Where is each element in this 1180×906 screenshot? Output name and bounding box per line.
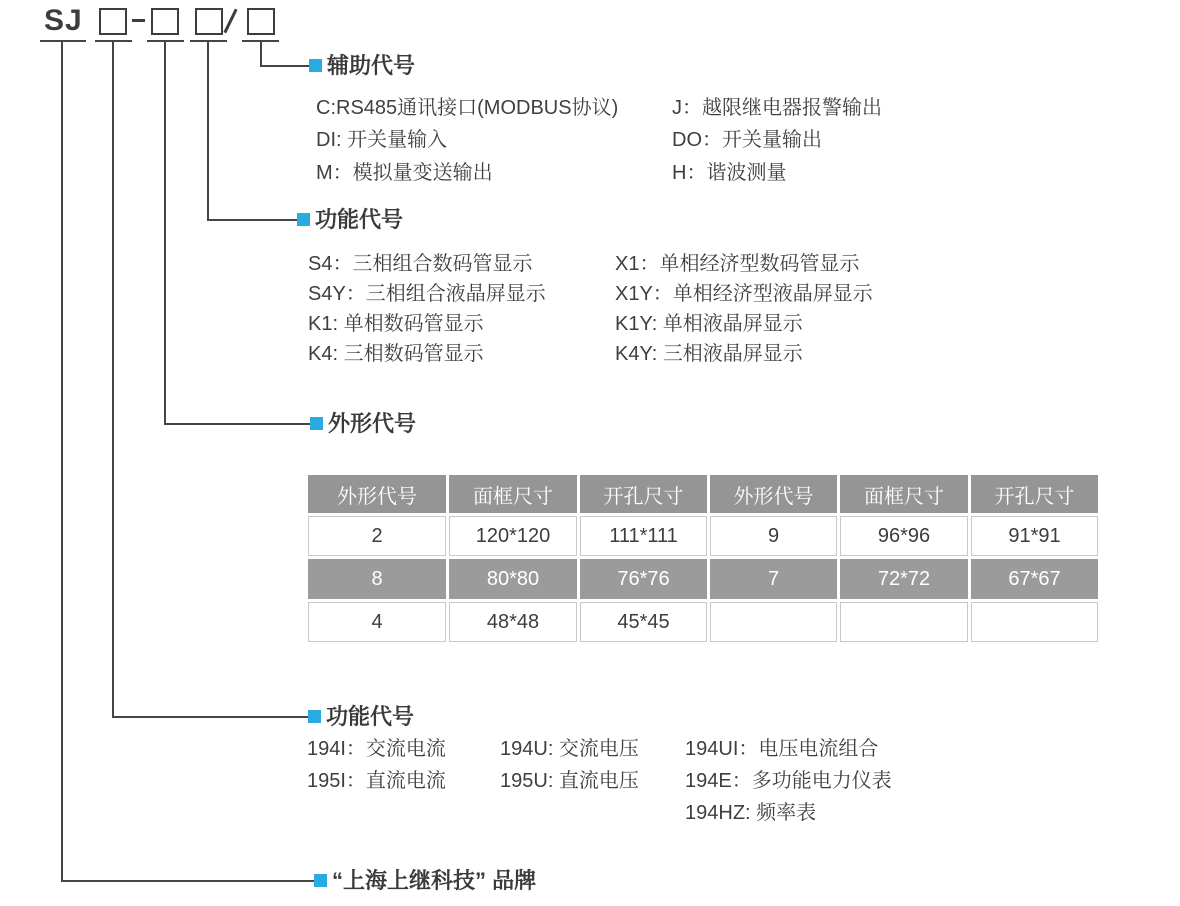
table-cell: 4 [308,602,446,642]
table-cell: 2 [308,516,446,556]
display-code-item: K1: 单相数码管显示 [308,313,484,335]
elbow-line-display [207,219,297,221]
table-cell: 67*67 [971,559,1098,599]
table-cell: 7 [710,559,837,599]
table-header-cell: 面框尺寸 [449,475,577,513]
model-code-box-3 [195,8,223,35]
function-code-item: 194U: 交流电压 [500,738,639,760]
drop-line-display [207,40,209,221]
function-code-item: 194E：多功能电力仪表 [685,770,892,792]
table-cell: 111*111 [580,516,707,556]
elbow-line-aux [260,65,309,67]
display-code-item: X1Y：单相经济型液晶屏显示 [615,283,873,305]
display-code-item: S4Y：三相组合液晶屏显示 [308,283,546,305]
table-cell: 45*45 [580,602,707,642]
display-code-item: K4: 三相数码管显示 [308,343,484,365]
table-cell: 76*76 [580,559,707,599]
slash-separator [223,9,237,34]
aux-section-title: 辅助代号 [327,53,416,78]
blue-square-icon [297,213,310,226]
model-code-box-1 [99,8,127,35]
table-header-cell: 开孔尺寸 [580,475,707,513]
table-cell: 120*120 [449,516,577,556]
aux-code-item: DO：开关量输出 [672,129,822,151]
table-cell: 80*80 [449,559,577,599]
drop-line-aux [260,40,262,67]
dash-separator [132,19,145,22]
shape-code-table [305,472,1101,645]
aux-code-item: J：越限继电器报警输出 [672,97,882,119]
tbar-line-1 [40,40,86,42]
table-header-cell: 外形代号 [308,475,446,513]
table-header-cell: 开孔尺寸 [971,475,1098,513]
table-row [308,602,1098,642]
aux-code-item: DI: 开关量输入 [316,129,448,151]
function-code-item: 194UI：电压电流组合 [685,738,879,760]
function-code-item: 194I：交流电流 [307,738,446,760]
table-cell: 91*91 [971,516,1098,556]
blue-square-icon [309,59,322,72]
function-code-item: 195U: 直流电压 [500,770,639,792]
table-row [308,516,1098,556]
display-code-item: X1：单相经济型数码管显示 [615,253,860,275]
elbow-line-shape [164,423,310,425]
elbow-line-brand [62,880,314,882]
table-cell [710,602,837,642]
model-code-prefix: SJ [44,4,83,37]
drop-line-shape [164,40,166,425]
function-code-item: 194HZ: 频率表 [685,802,817,824]
display-section-title: 功能代号 [315,207,404,232]
table-cell [840,602,968,642]
function-code-item: 195I：直流电流 [307,770,446,792]
aux-code-item: C:RS485通讯接口(MODBUS协议) [316,97,619,119]
table-header-cell: 面框尺寸 [840,475,968,513]
table-cell: 48*48 [449,602,577,642]
elbow-line-function [112,716,308,718]
table-row [308,559,1098,599]
model-code-box-4 [247,8,275,35]
display-code-item: S4：三相组合数码管显示 [308,253,533,275]
blue-square-icon [308,710,321,723]
blue-square-icon [310,417,323,430]
shape-section-title: 外形代号 [328,411,417,436]
table-cell: 72*72 [840,559,968,599]
model-code-box-2 [151,8,179,35]
table-cell [971,602,1098,642]
brand-title: “上海上继科技” 品牌 [332,868,537,893]
table-cell: 8 [308,559,446,599]
aux-code-item: H：谐波测量 [672,162,787,184]
table-cell: 96*96 [840,516,968,556]
aux-code-item: M：模拟量变送输出 [316,162,493,184]
function-section-title: 功能代号 [326,704,415,729]
display-code-item: K1Y: 单相液晶屏显示 [615,313,803,335]
table-header-row [308,475,1098,513]
drop-line-function [112,40,114,718]
blue-square-icon [314,874,327,887]
display-code-item: K4Y: 三相液晶屏显示 [615,343,803,365]
table-cell: 9 [710,516,837,556]
drop-line-brand [61,40,63,882]
table-header-cell: 外形代号 [710,475,837,513]
